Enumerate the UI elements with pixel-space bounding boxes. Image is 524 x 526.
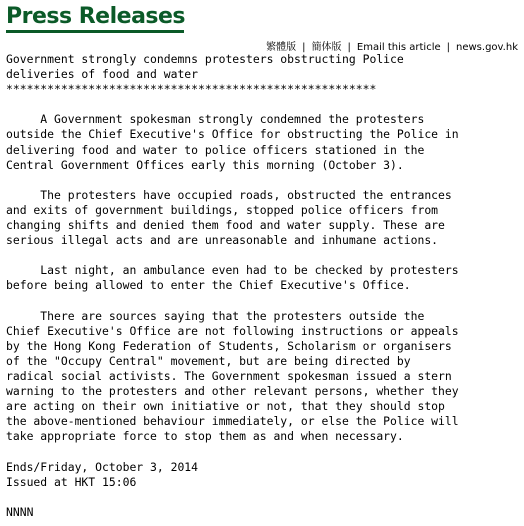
paragraph-3: Last night, an ambulance even had to be checked by protesters before being allowed to enter the Chief Executive's Office.: [6, 263, 459, 293]
paragraph-1: A Government spokesman strongly condemned the protesters outside the Chief Executive's Office for obstructing the Police in delivering food and water to police officers stationed in the Central Government Offices early this morning (October 3).: [6, 112, 459, 172]
link-separator: |: [347, 42, 351, 53]
nnnn-marker: NNNN: [6, 504, 34, 519]
paragraph-4: There are sources saying that the protesters outside the Chief Executive's Office are not following instructions or appeals by the Hong Kong Federation of Students, Scholarism or organisers of the "Occupy Central" movement, but are being directed by radical social activists. The Government spokesman issued a stern warning to the protesters and other relevant persons, whether they are acting on their own initiative or not, that they should stop the above-mentioned behaviour immediately, or else the Police will take appropriate force to stop them as and when necessary.: [6, 308, 459, 444]
stars-divider: ******************************************************: [6, 82, 377, 97]
header-links: [266, 38, 518, 53]
headline-line-2: deliveries of food and water: [6, 67, 199, 82]
page-header: [6, 4, 518, 53]
ends-line: Ends/Friday, October 3, 2014: [6, 459, 199, 474]
article-body: [6, 52, 524, 520]
traditional-chinese-link[interactable]: 繁體版: [266, 42, 297, 53]
page-title: Press Releases: [6, 4, 186, 29]
simplified-chinese-link[interactable]: 簡体版: [311, 42, 342, 53]
title-underline: [6, 30, 184, 33]
link-separator: |: [446, 42, 451, 53]
issued-line: Issued at HKT 15:06: [6, 474, 137, 489]
headline-line-1: Government strongly condemns protesters obstructing Police: [6, 52, 404, 66]
link-separator: |: [302, 42, 306, 53]
email-article-link[interactable]: Email this article: [356, 42, 441, 53]
news-gov-hk-link[interactable]: news.gov.hk: [456, 42, 518, 53]
paragraph-2: The protesters have occupied roads, obstructed the entrances and exits of government buildings, stopped police officers from changing shifts and denied them food and water supply. These are serious illegal acts and are unreasonable and inhumane actions.: [6, 187, 452, 248]
